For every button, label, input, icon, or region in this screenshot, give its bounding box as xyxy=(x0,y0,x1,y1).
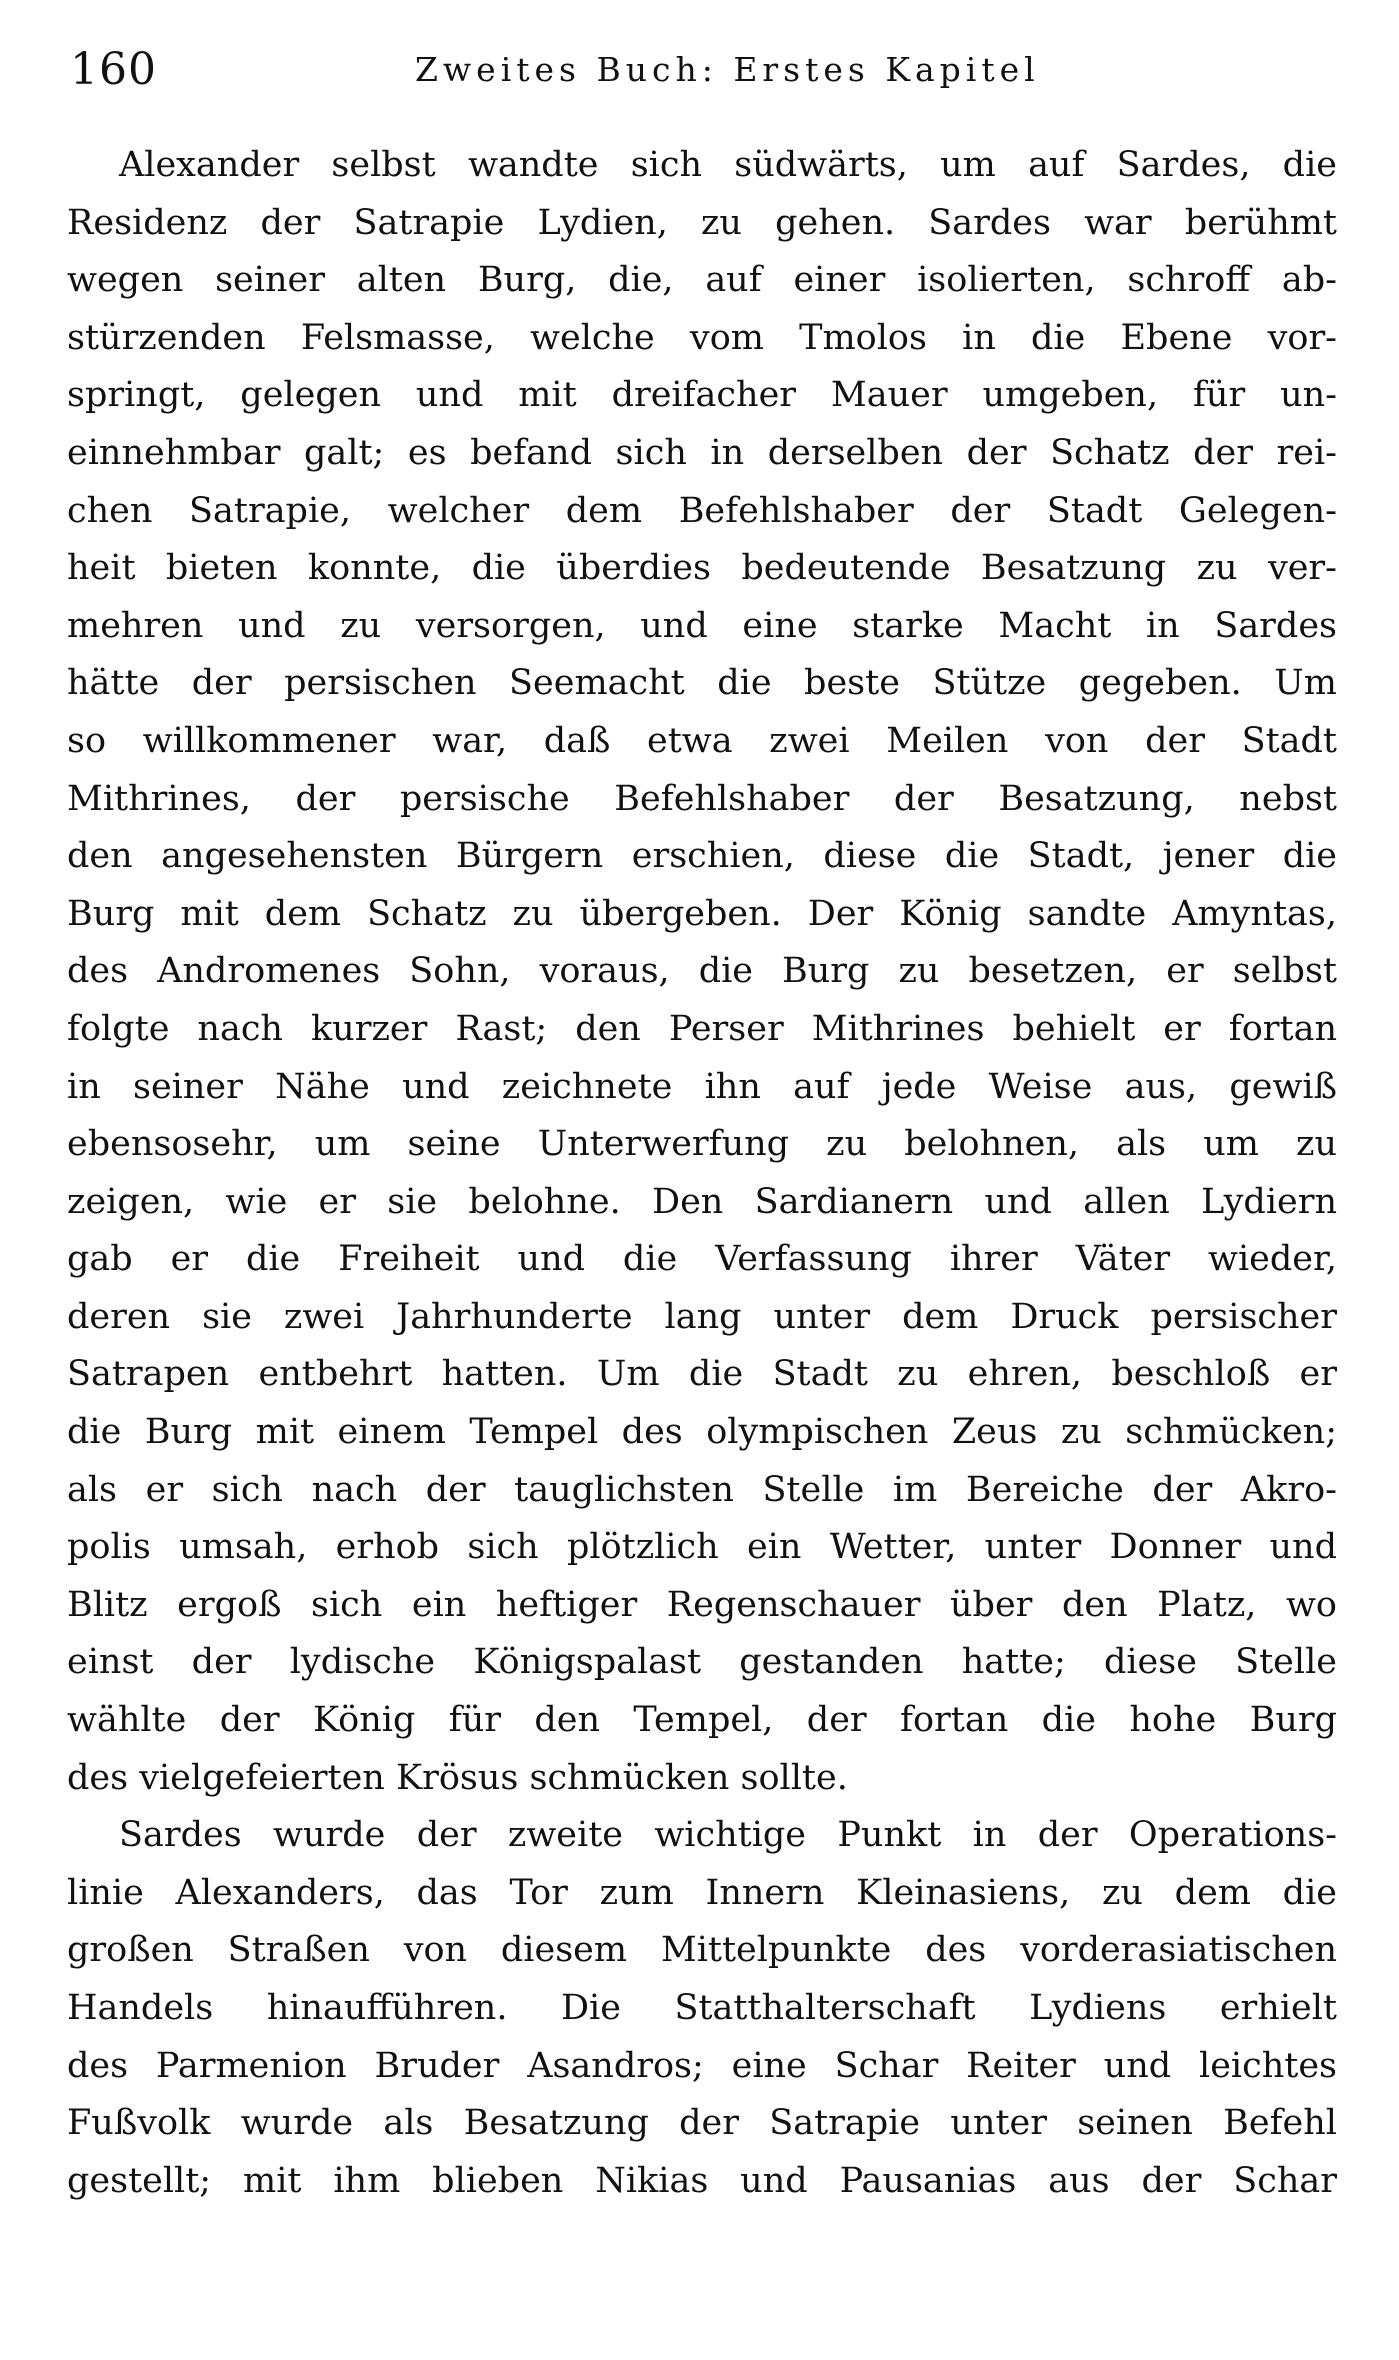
text-line: folgte nach kurzer Rast; den Perser Mithrines behielt er fortan xyxy=(67,1008,1337,1049)
text-line: stürzenden Felsmasse, welche vom Tmolos in die Ebene vor- xyxy=(67,317,1337,358)
text-line: wegen seiner alten Burg, die, auf einer isolierten, schroff ab- xyxy=(67,260,1337,301)
page-header xyxy=(70,40,1350,100)
text-line: deren sie zwei Jahrhunderte lang unter dem Druck persischer xyxy=(67,1296,1337,1337)
text-line: des Andromenes Sohn, voraus, die Burg zu besetzen, er selbst xyxy=(67,951,1337,992)
text-line: als er sich nach der tauglichsten Stelle im Bereiche der Akro- xyxy=(67,1469,1337,1510)
text-line: des Parmenion Bruder Asandros; eine Schar Reiter und leichtes xyxy=(67,2045,1337,2086)
text-line: Mithrines, der persische Befehlshaber der Besatzung, nebst xyxy=(67,778,1337,819)
text-line: Satrapen entbehrt hatten. Um die Stadt zu ehren, beschloß er xyxy=(67,1354,1337,1395)
running-head: Zweites Buch: Erstes Kapitel xyxy=(415,50,1040,89)
text-line: Residenz der Satrapie Lydien, zu gehen. Sardes war berühmt xyxy=(67,202,1337,243)
text-line: springt, gelegen und mit dreifacher Mauer umgeben, für un- xyxy=(67,375,1337,416)
text-line: wählte der König für den Tempel, der fortan die hohe Burg xyxy=(67,1700,1337,1741)
text-line: in seiner Nähe und zeichnete ihn auf jede Weise aus, gewiß xyxy=(67,1066,1337,1107)
text-line: zeigen, wie er sie belohne. Den Sardianern und allen Lydiern xyxy=(67,1181,1337,1222)
page-number: 160 xyxy=(70,44,157,95)
text-line: die Burg mit einem Tempel des olympischen Zeus zu schmücken; xyxy=(67,1412,1337,1453)
text-line: gab er die Freiheit und die Verfassung ihrer Väter wieder, xyxy=(67,1239,1337,1280)
text-line: Sardes wurde der zweite wichtige Punkt in der Operations- xyxy=(119,1815,1337,1856)
text-line: linie Alexanders, das Tor zum Innern Kleinasiens, zu dem die xyxy=(67,1872,1337,1913)
text-line: mehren und zu versorgen, und eine starke Macht in Sardes xyxy=(67,605,1337,646)
text-line: gestellt; mit ihm blieben Nikias und Pausanias aus der Schar xyxy=(67,2160,1337,2201)
text-line: großen Straßen von diesem Mittelpunkte des vorderasiatischen xyxy=(67,1930,1337,1971)
text-line: des vielgefeierten Krösus schmücken sollte. xyxy=(67,1757,848,1798)
text-line: Blitz ergoß sich ein heftiger Regenschauer über den Platz, wo xyxy=(67,1584,1337,1625)
text-line: Handels hinaufführen. Die Statthalterschaft Lydiens erhielt xyxy=(67,1988,1337,2028)
text-line: hätte der persischen Seemacht die beste Stütze gegeben. Um xyxy=(67,663,1337,704)
text-line: einnehmbar galt; es befand sich in derselben der Schatz der rei- xyxy=(67,432,1337,473)
text-line: ebensosehr, um seine Unterwerfung zu belohnen, als um zu xyxy=(67,1124,1337,1165)
text-line: polis umsah, erhob sich plötzlich ein Wetter, unter Donner und xyxy=(67,1527,1337,1568)
text-line: den angesehensten Bürgern erschien, diese die Stadt, jener die xyxy=(67,836,1337,877)
text-line: chen Satrapie, welcher dem Befehlshaber der Stadt Gelegen- xyxy=(67,490,1337,531)
text-line: Alexander selbst wandte sich südwärts, um auf Sardes, die xyxy=(119,145,1337,185)
text-line: einst der lydische Königspalast gestanden hatte; diese Stelle xyxy=(67,1642,1337,1683)
text-line: so willkommener war, daß etwa zwei Meilen von der Stadt xyxy=(67,720,1337,761)
body-text xyxy=(67,137,1337,2210)
text-line: Burg mit dem Schatz zu übergeben. Der König sandte Amyntas, xyxy=(67,893,1337,934)
text-line: heit bieten konnte, die überdies bedeutende Besatzung zu ver- xyxy=(67,548,1337,589)
text-line: Fußvolk wurde als Besatzung der Satrapie unter seinen Befehl xyxy=(67,2103,1337,2144)
